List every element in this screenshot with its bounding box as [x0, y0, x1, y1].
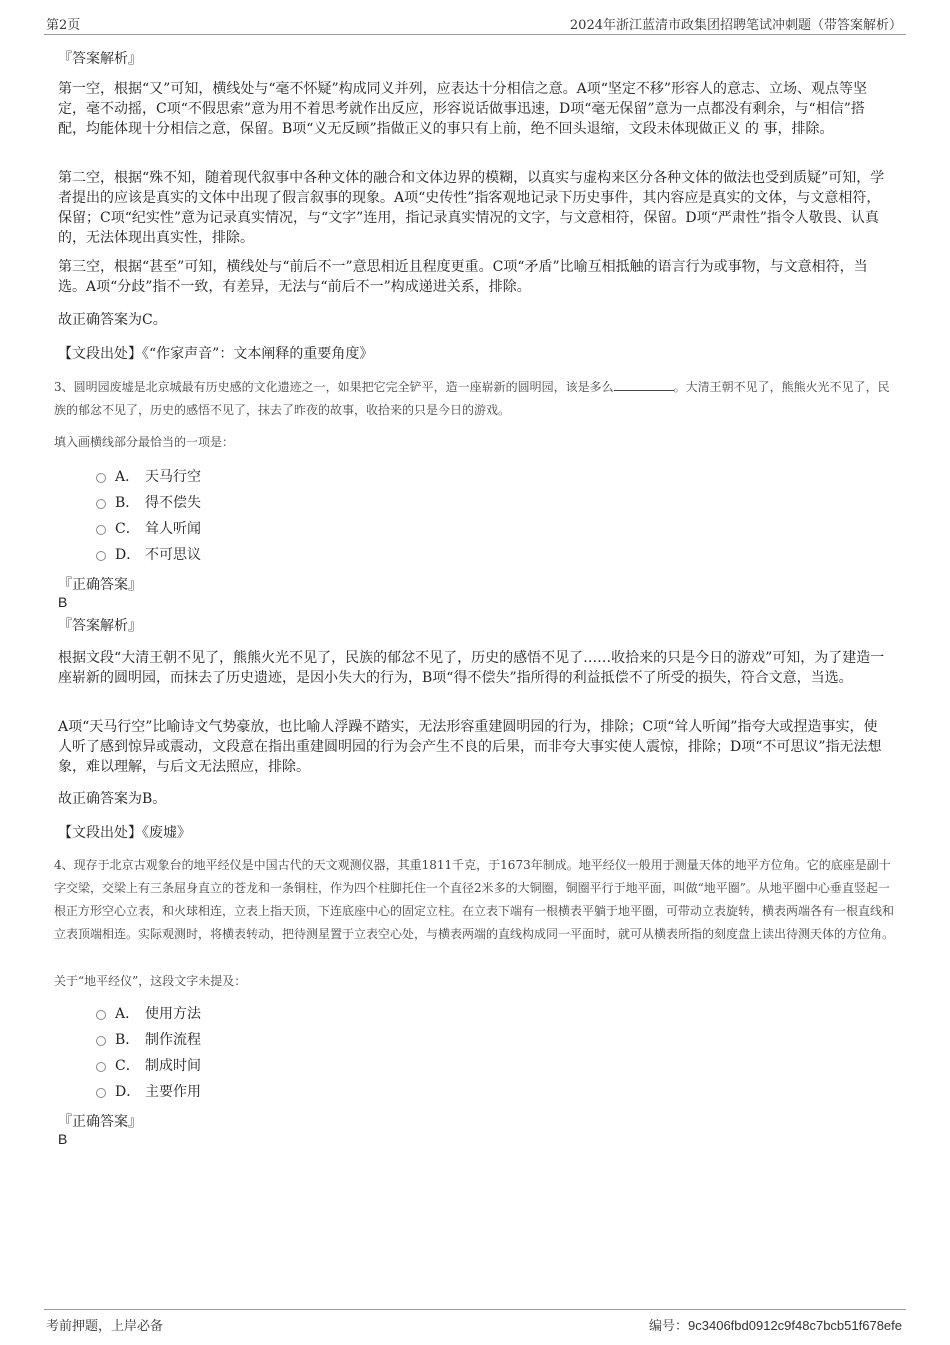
option-text: 得不偿失 [145, 495, 201, 511]
question-stem-part: 。大清王朝不见了，熊熊火光不见了，民族的郁忿不见了，历史的感悟不见了，抹去了昨夜的故事，收拾来的只是今日的游戏。 [54, 380, 890, 417]
radio-icon[interactable] [96, 1062, 106, 1072]
option-d[interactable] [96, 545, 201, 565]
option-a[interactable] [96, 467, 201, 487]
option-text: 使用方法 [145, 1006, 201, 1022]
document-code [649, 1315, 902, 1334]
radio-icon[interactable] [96, 1036, 106, 1046]
option-b[interactable] [96, 493, 201, 513]
fill-blank [614, 378, 674, 391]
question-stem [54, 376, 894, 422]
radio-icon[interactable] [96, 499, 106, 509]
code-label: 编号： [649, 1319, 689, 1334]
correct-answer: B [58, 594, 68, 610]
question-instruction: 关于“地平经仪”，这段文字未提及： [54, 974, 247, 988]
option-c[interactable] [96, 519, 201, 539]
analysis-paragraph: 第一空，根据“又”可知，横线处与“毫不怀疑”构成同义并列，应表达十分相信之意。A项“坚定不移”形容人的意志、立场、观点等坚定，毫不动摇，C项“不假思索”意为用不着思考就作出反应，形容说话做事迅速，D项“毫无保留”意为一点都没有剩余，与“相信”搭配，均能体现十分相信之意，保留。B项“义无反顾”指做正义的事只有上前，绝不回头退缩，文段未体现做正义 的 事，排除。 [58, 81, 868, 137]
option-key: D． [115, 1084, 141, 1100]
option-key: B． [115, 495, 140, 511]
correct-answer-label: 『正确答案』 [58, 577, 142, 593]
analysis-paragraph: A项“天马行空”比喻诗文气势豪放，也比喻人浮躁不踏实，无法形容重建圆明园的行为，排除；C项“耸人听闻”指夸大或捏造事实，使人听了感到惊异或震动，文段意在指出重建圆明园的行为会产生不良的后果，而非夸大事实使人震惊，排除；D项“不可思议”指无法想象，难以理解，与后文无法照应，排除。 [58, 719, 882, 775]
page-footer [44, 1309, 906, 1334]
analysis-paragraph: 第三空，根据“甚至”可知，横线处与“前后不一”意思相近且程度更重。C项“矛盾”比喻互相抵触的语言行为或事物，与文意相符，当选。A项“分歧”指不一致，有差异，无法与“前后不一”构成递进关系，排除。 [58, 259, 868, 295]
radio-icon[interactable] [96, 551, 106, 561]
option-key: C． [115, 1058, 140, 1074]
option-text: 天马行空 [145, 469, 201, 485]
analysis-label: 『答案解析』 [58, 51, 142, 67]
option-text: 主要作用 [145, 1084, 201, 1100]
source-citation: 【文段出处】《废墟》 [58, 825, 191, 841]
option-key: A． [115, 1006, 140, 1022]
option-key: C． [115, 521, 140, 537]
correct-answer: B [58, 1131, 68, 1147]
source-citation: 【文段出处】《“作家声音”：文本阐释的重要角度》 [58, 346, 374, 362]
option-c[interactable] [96, 1056, 201, 1076]
option-text: 不可思议 [145, 547, 201, 563]
radio-icon[interactable] [96, 1088, 106, 1098]
option-text: 耸人听闻 [145, 521, 201, 537]
question-instruction: 填入画横线部分最恰当的一项是： [54, 435, 235, 449]
footer-slogan: 考前押题，上岸必备 [46, 1319, 164, 1334]
analysis-label: 『答案解析』 [58, 618, 142, 634]
page-number: 第2页 [46, 18, 81, 33]
code-value: 9c3406fbd0912c9f48c7bcb51f678efe [688, 1318, 902, 1333]
radio-icon[interactable] [96, 473, 106, 483]
analysis-paragraph: 根据文段“大清王朝不见了，熊熊火光不见了，民族的郁忿不见了，历史的感悟不见了……收拾来的只是今日的游戏”可知，为了建造一座崭新的圆明园，而抹去了历史遗迹，是因小失大的行为，B项“得不偿失”指所得的利益抵偿不了所受的损失，符合文意，当选。 [58, 650, 885, 686]
option-d[interactable] [96, 1082, 201, 1102]
answer-conclusion: 故正确答案为B。 [58, 791, 167, 807]
option-key: D． [115, 547, 141, 563]
radio-icon[interactable] [96, 1010, 106, 1020]
option-b[interactable] [96, 1030, 201, 1050]
page-header [44, 12, 906, 35]
radio-icon[interactable] [96, 525, 106, 535]
option-text: 制作流程 [145, 1032, 201, 1048]
analysis-paragraph: 第二空，根据“殊不知，随着现代叙事中各种文体的融合和文体边界的模糊，以真实与虚构来区分各种文体的做法也受到质疑”可知，学者提出的应该是真实的文体中出现了假言叙事的现象。A项“史传性”指客观地记录下历史事件，其内容应是真实的文体，与文意相符，保留；C项“纪实性”意为记录真实情况，与“文字”连用，指记录真实情况的文字，与文意相符，保留。D项“严肃性”指令人敬畏、认真的，无法体现出真实性，排除。 [58, 170, 885, 246]
option-text: 制成时间 [145, 1058, 201, 1074]
question-stem: 4、现存于北京古观象台的地平经仪是中国古代的天文观测仪器，其重1811千克，于1673年制成。地平经仪一般用于测量天体的地平方位角。它的底座是副十字交梁，交梁上有三条屈身直立的苍龙和一条铜柱，作为四个柱脚托住一个直径2米多的大铜圈，铜圈平行于地平面，叫做“地平圈”。从地平圈中心垂直竖起一根正方形空心立表，和火球相连，立表上指天顶，下连底座中心的固定立柱。在立表下端有一根横表平躺于地平圈，可带动立表旋转，横表两端各有一根直线和立表顶端相连。实际观测时，将横表转动，把待测星置于立表空心处，与横表两端的直线构成同一平面时，就可从横表所指的刻度盘上读出待测天体的方位角。 [54, 858, 895, 941]
option-key: A． [115, 469, 140, 485]
option-a[interactable] [96, 1004, 201, 1024]
question-stem-part: 3、圆明园废墟是北京城最有历史感的文化遗迹之一，如果把它完全铲平，造一座崭新的圆明园，该是多么 [54, 380, 614, 394]
option-key: B． [115, 1032, 140, 1048]
correct-answer-label: 『正确答案』 [58, 1114, 142, 1130]
document-title: 2024年浙江蓝清市政集团招聘笔试冲刺题（带答案解析） [569, 18, 902, 33]
answer-conclusion: 故正确答案为C。 [58, 312, 167, 328]
